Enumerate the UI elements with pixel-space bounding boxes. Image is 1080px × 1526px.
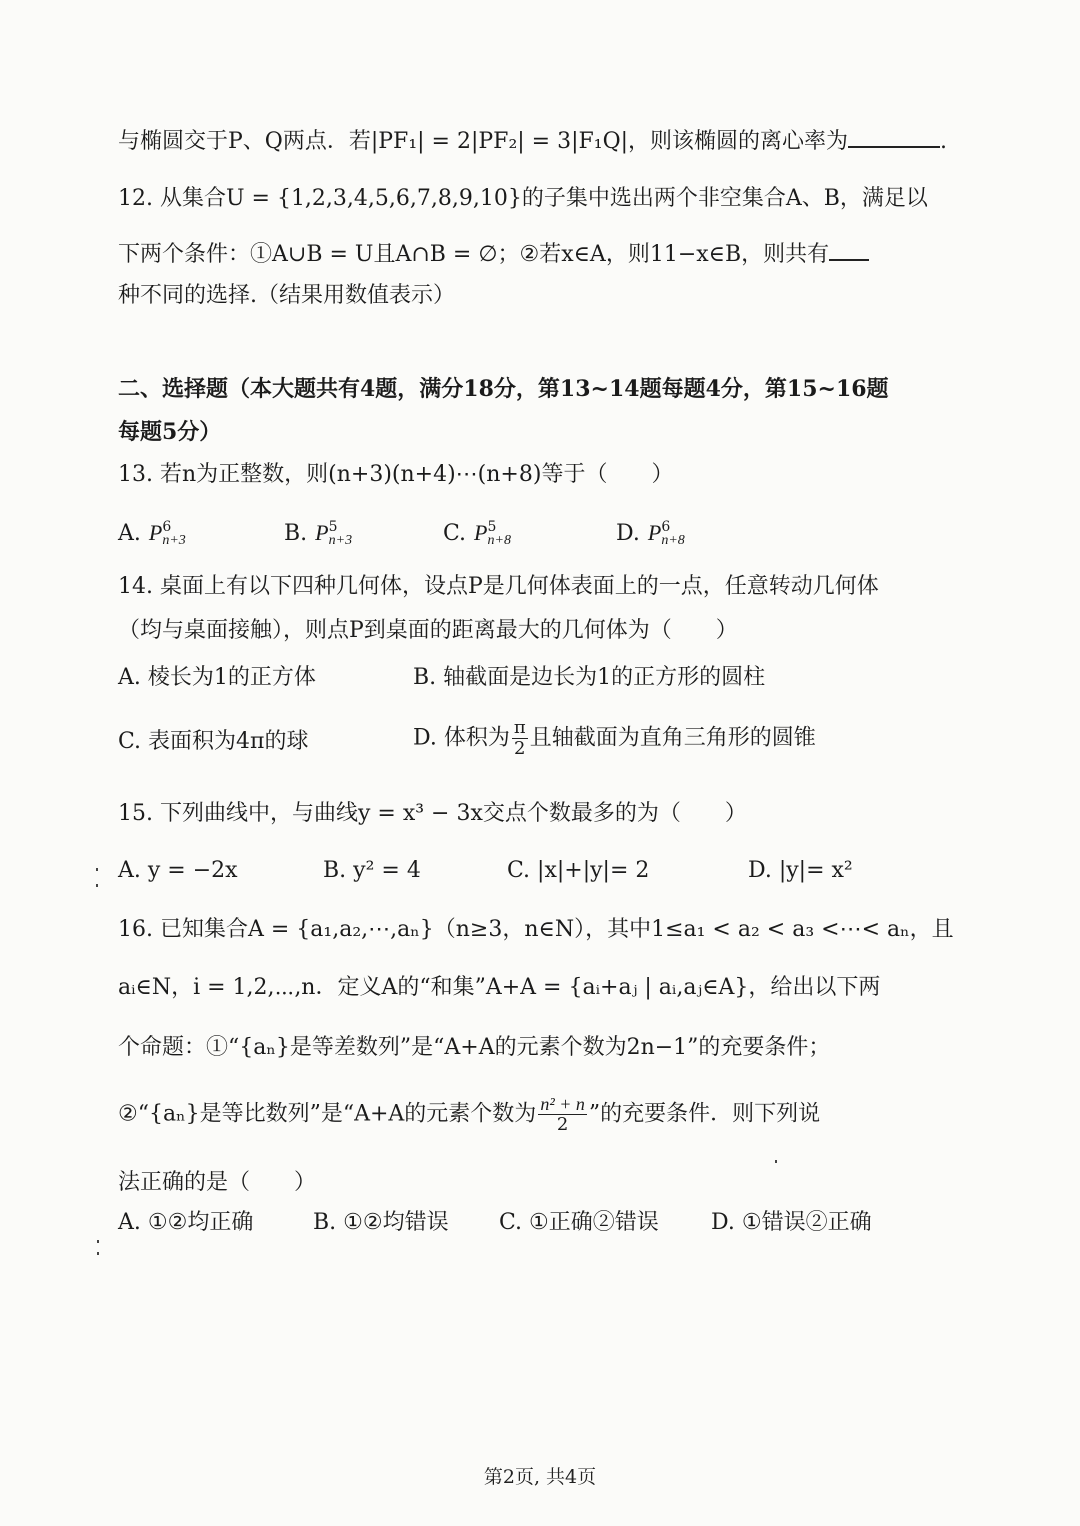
q13-options [118,520,898,556]
q14-options-row2 [118,718,898,774]
q14-line1: 14. 桌面上有以下四种几何体，设点P是几何体表面上的一点，任意转动几何体 [118,574,879,599]
q14-option-d: D. 体积为 $\frac{\pi}{2}$ 且轴截面为直角三角形的圆锥 [413,717,816,759]
q13-stem: 13. 若n为正整数，则(n+3)(n+4)⋯(n+8)等于（ ） [118,462,674,487]
q14-option-b: B. 轴截面是边长为1的正方形的圆柱 [413,665,766,690]
q16-line3: 个命题：①“{aₙ}是等差数列”是“A+A的元素个数为2n−1”的充要条件； [118,1035,831,1060]
q14-option-a: A. 棱长为1的正方体 [118,665,316,690]
q16-option-d: D. ①错误②正确 [711,1210,872,1235]
q13-option-d: D. P 6 n+8 [616,519,685,548]
section2-heading-line2: 每题5分） [118,419,222,445]
q11-end: . [940,129,948,154]
scan-speck [97,1252,99,1255]
q12-answer-blank [829,237,869,261]
q15-option-b: B. y² = 4 [323,858,421,883]
q12-line2-text: 下两个条件：①A∪B = U且A∩B = ∅；②若x∈A，则11−x∈B，则共有 [118,242,830,267]
q13-option-b: B. P 5 n+3 [284,519,353,548]
q16-options [118,1205,898,1241]
q16-line1: 16. 已知集合A = {a₁,a₂,⋯,aₙ}（n≥3，n∈N），其中1≤a₁ < a₂ < a₃ <⋯< aₙ，且 [118,917,954,942]
q15-stem: 15. 下列曲线中，与曲线y = x³ − 3x交点个数最多的为（ ） [118,801,747,826]
scan-speck [96,884,98,887]
q16-line4: ②“{aₙ}是等比数列”是“A+A的元素个数为 $\frac{\text{n² + n}}{2}$ ”的充要条件．则下列说 [118,1094,821,1135]
q14-option-d-fraction: $\frac{\pi}{2}$ [513,717,526,759]
q16-option-c: C. ①正确②错误 [499,1210,659,1235]
section2-heading-line1: 二、选择题（本大题共有4题，满分18分，第13~14题每题4分，第15~16题 [118,376,889,402]
q15-options [118,858,898,894]
q12-line2 [118,237,930,270]
q13-option-a: A. P 6 n+3 [118,519,186,548]
q14-option-c: C. 表面积为4π的球 [118,729,309,754]
q15-option-c: C. |x|+|y|= 2 [507,858,650,883]
q16-option-b: B. ①②均错误 [313,1210,449,1235]
q16-line4-fraction: $\frac{\text{n² + n}}{2}$ [540,1094,585,1135]
q14-options-row1 [118,660,898,696]
q11-answer-blank [848,124,940,148]
q14-line2: （均与桌面接触），则点P到桌面的距离最大的几何体为（ ） [118,618,738,643]
q15-option-d: D. |y|= x² [748,858,853,883]
scan-speck [775,1160,777,1163]
q12-line1: 12. 从集合U = {1,2,3,4,5,6,7,8,9,10}的子集中选出两个非空集合A、B，满足以 [118,186,928,211]
q15-option-a: A. y = −2x [118,858,238,883]
q16-line2: aᵢ∈N，i = 1,2,⋯,n．定义A的“和集”A+A = {aᵢ+aⱼ | aᵢ,aⱼ∈A}，给出以下两 [118,975,881,1000]
q11-tail-line [118,124,948,157]
q16-option-a: A. ①②均正确 [118,1210,254,1235]
scan-speck [97,1240,99,1243]
q16-line5: 法正确的是（ ） [118,1170,317,1195]
scan-speck [96,868,98,871]
page-footer: 第2页, 共4页 [483,1466,597,1488]
q13-option-c: C. P 5 n+8 [443,519,511,548]
q11-text: 与椭圆交于P、Q两点．若|PF₁| = 2|PF₂| = 3|F₁Q|，则该椭圆的离心率为 [118,129,849,154]
q12-line3: 种不同的选择.（结果用数值表示） [118,283,455,308]
